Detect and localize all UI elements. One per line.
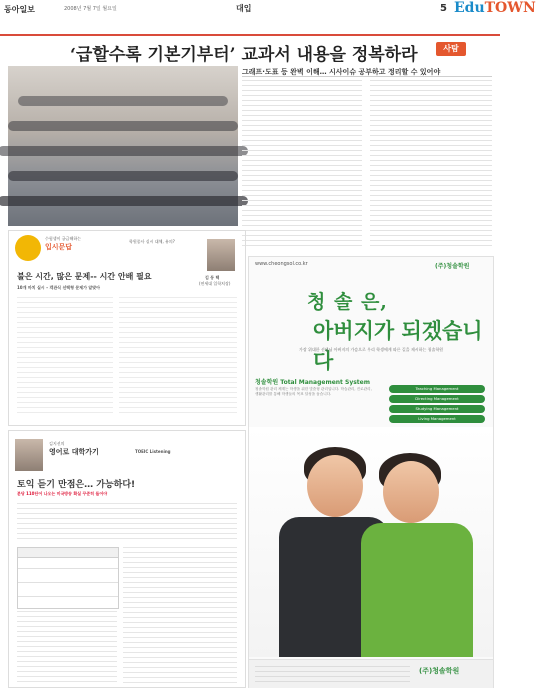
edu-logo-text: Edu <box>454 0 485 16</box>
toeic-author-portrait <box>15 439 43 471</box>
article-column-1 <box>242 80 362 250</box>
ad-headline-1: 청 솔 은, <box>307 291 388 313</box>
toeic-series-tag: TOEIC Listening <box>135 449 171 454</box>
ad-footer <box>249 659 493 688</box>
author-role: (연세대 입학처장) <box>199 281 231 286</box>
toeic-series-label: 영어로 대학가기 <box>49 448 99 456</box>
qa-answer-col-1 <box>17 297 113 417</box>
toeic-body-col-2 <box>123 547 237 683</box>
toeic-table <box>17 547 119 609</box>
ad-footer-text <box>255 666 410 684</box>
publication-date: 2008년 7월 7일 월요일 <box>64 6 117 12</box>
ad-headline-2: 아버지가 되겠습니다 <box>313 318 483 373</box>
toeic-intro-text <box>17 503 237 543</box>
ad-footer-logo: (주)청솔학원 <box>419 667 460 675</box>
toeic-article <box>8 430 246 688</box>
ad-menu-teaching: Teaching Management <box>389 385 485 393</box>
toeic-author: 김지선의 <box>49 441 65 446</box>
toeic-table-rule <box>18 596 118 597</box>
qa-label-big: 입시문답 <box>45 243 73 251</box>
ad-photo-people <box>249 427 493 657</box>
town-logo-text: TOWN <box>484 0 536 16</box>
author-name: 김 동 택 <box>205 275 220 280</box>
toeic-table-rule <box>18 582 118 583</box>
cheongsol-advertisement <box>248 256 494 688</box>
qa-question: 불은 시간, 많은 문제-- 시간 안배 필요 <box>17 272 152 281</box>
qa-label-small: 수험생이 궁금해하는 <box>45 236 82 241</box>
toeic-table-rule <box>18 568 118 569</box>
ad-logo: (주)청솔학원 <box>435 263 470 270</box>
newspaper-brand: 동아일보 <box>4 5 35 14</box>
toeic-title: 토익 듣기 만점은… 가능하다! <box>17 480 136 490</box>
ad-menu-studying: Studying Management <box>389 405 485 413</box>
ad-tms-description: 청솔학원 관리 체계는 학생을 위한 맞춤형 관리입니다. 학습관리, 진로관리, 생활관리를 통해 학생들의 목표 달성을 돕습니다. <box>255 387 372 396</box>
toeic-table-header <box>18 548 118 558</box>
article-photo-classroom <box>8 66 238 226</box>
article-subheading: 그래프·도표 등 완벽 이해… 시사이슈 공부하고 정리할 수 있어야 <box>242 68 441 76</box>
page-number: 5 <box>440 3 447 14</box>
qa-question-sub: 10개 마치 실시 – 객관식 선택형 문제가 알맞아 <box>17 285 101 290</box>
qa-answer-col-2 <box>119 297 237 417</box>
qa-label-right: 학원종사 실시 대체, 유의? <box>129 239 175 244</box>
author-portrait <box>207 239 235 271</box>
qa-badge-icon <box>15 235 41 261</box>
ad-site-url[interactable]: www.cheongsol.co.kr <box>255 261 308 267</box>
subheading-divider <box>242 76 492 77</box>
section-title: 대입 <box>236 4 252 13</box>
ad-lead: 가장 위대한 선생님 아버지의 가슴으로 우리 학생에게 따른 길을 제시하는 청솔학원 <box>298 347 444 352</box>
ad-menu-living: Living Management <box>389 415 485 423</box>
subject-tag: 사탐 <box>436 42 466 56</box>
article-column-2 <box>370 80 492 250</box>
ad-tms-title: 청솔학원 Total Management System <box>255 379 371 386</box>
ad-menu-directing: Directing Management <box>389 395 485 403</box>
edu-town-logo <box>454 0 536 16</box>
toeic-subtitle: 분당 110단어 나오는 미국방송 확실 꾸준히 들어야 <box>17 491 108 496</box>
article-headline: ‘급할수록 기본기부터’ 교과서 내용을 정복하라 <box>70 45 418 65</box>
admissions-qa-box <box>8 230 246 426</box>
toeic-body-col-1 <box>17 611 117 683</box>
